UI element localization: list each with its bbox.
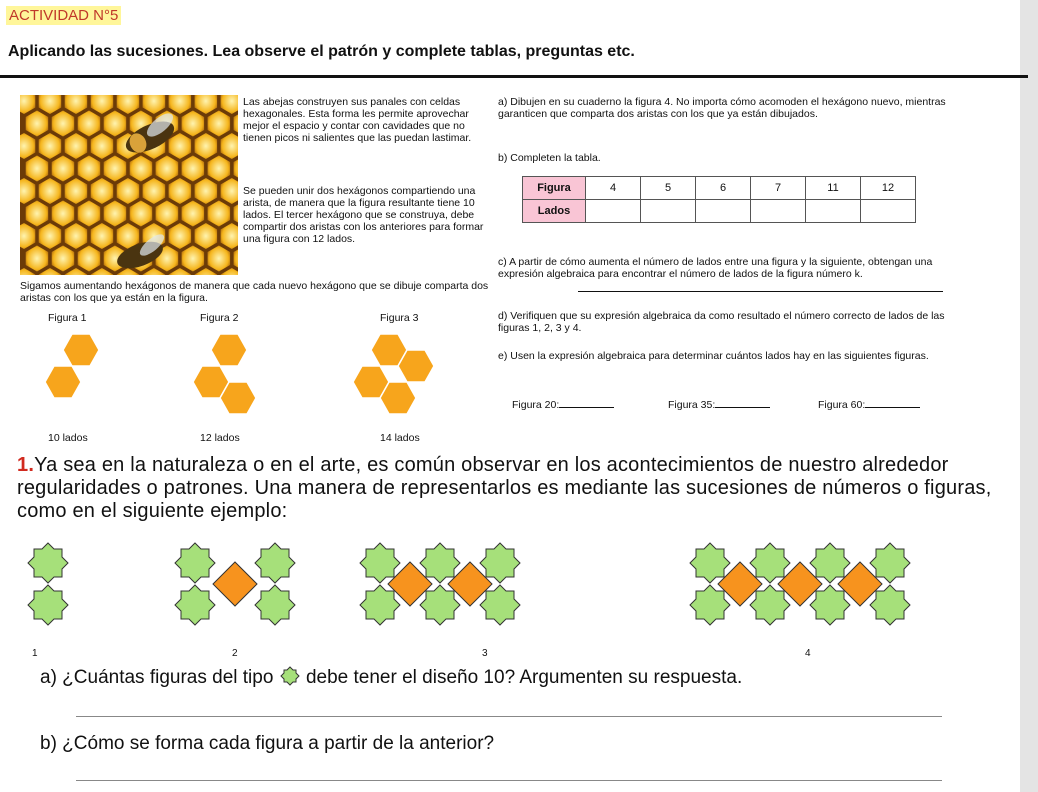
question-c: c) A partir de cómo aumenta el número de lados entre una figura y la siguiente, obtengan una expresión algebraica para encontrar el número de lados de la figura número k. (498, 256, 933, 280)
design-4 (690, 543, 910, 625)
figure-3-label: Figura 3 (380, 312, 419, 324)
question-1b: b) ¿Cómo se forma cada figura a partir de la anterior? (40, 733, 495, 754)
table-cell: 6 (696, 177, 751, 200)
figure-2-sides: 12 lados (200, 432, 240, 444)
question-a: a) Dibujen en su cuaderno la figura 4. No importa cómo acomoden el hexágono nuevo, mientras garanticen que comparta dos aristas con los que ya están dibujados. (498, 96, 946, 120)
hexagon-icon (45, 366, 81, 398)
table-cell: 11 (806, 177, 861, 200)
figure-1-sides: 10 lados (48, 432, 88, 444)
answer-line-20[interactable] (559, 398, 614, 408)
answer-line-1a[interactable] (76, 716, 942, 717)
design-3-number: 3 (482, 648, 488, 659)
answer-cell[interactable] (696, 200, 751, 223)
figure-60-prompt: Figura 60: (818, 398, 920, 411)
answer-line-c[interactable] (578, 291, 943, 292)
table-head-lados: Lados (523, 200, 586, 223)
answer-cell[interactable] (586, 200, 641, 223)
table-head-figura: Figura (523, 177, 586, 200)
question-d: d) Verifiquen que su expresión algebraica da como resultado el número correcto de lados de las figuras 1, 2, 3 y 4. (498, 310, 945, 334)
design-2 (175, 543, 295, 625)
honeycomb-bees-photo (20, 95, 238, 275)
bees-paragraph-2: Se pueden unir dos hexágonos compartiendo una arista, de manera que la figura resultante tiene 10 lados. El tercer hexágono que se construya, debe compartir dos aristas con los anteriores para formar una figura con 12 lados. (243, 185, 484, 245)
design-4-number: 4 (805, 648, 811, 659)
divider (0, 75, 1028, 78)
table-cell: 4 (586, 177, 641, 200)
design-1-number: 1 (32, 648, 38, 659)
answer-cell[interactable] (861, 200, 916, 223)
green-star-icon (279, 666, 301, 686)
pattern-designs (20, 535, 1020, 645)
bees-paragraph-1: Las abejas construyen sus panales con celdas hexagonales. Esta forma les permite aprovechar mejor el espacio y contar con cavidades que no tienen picos ni salientes que las puedan lastimar. (243, 96, 472, 144)
figure-3-sides: 14 lados (380, 432, 420, 444)
bees-continue-paragraph: Sigamos aumentando hexágonos de manera que cada nuevo hexágono que se dibuje comparta dos aristas con los que ya están en la figura. (20, 280, 489, 304)
figure-20-prompt: Figura 20: (512, 398, 614, 411)
hexagon-icon (63, 334, 99, 366)
figure-1-label: Figura 1 (48, 312, 87, 324)
answer-line-35[interactable] (715, 398, 770, 408)
answer-line-1b[interactable] (76, 780, 942, 781)
answer-cell[interactable] (641, 200, 696, 223)
section-1-paragraph: 1.Ya sea en la naturaleza o en el arte, es común observar en los acontecimientos de nuestro alrededor regularidades o patrones. Una manera de representarlos es mediante las sucesiones de números o figuras, como en el siguiente ejemplo: (17, 454, 992, 522)
design-3 (360, 543, 520, 625)
table-cell: 5 (641, 177, 696, 200)
question-1a: a) ¿Cuántas figuras del tipo debe tener el diseño 10? Argumenten su respuesta. (40, 667, 743, 688)
design-2-number: 2 (232, 648, 238, 659)
answer-cell[interactable] (806, 200, 861, 223)
figure-2-label: Figura 2 (200, 312, 239, 324)
table-cell: 7 (751, 177, 806, 200)
answer-line-60[interactable] (865, 398, 920, 408)
activity-title: ACTIVIDAD N°5 (6, 6, 121, 25)
scrollbar-track[interactable] (1020, 0, 1038, 792)
figure-35-prompt: Figura 35: (668, 398, 770, 411)
table-cell: 12 (861, 177, 916, 200)
question-b: b) Completen la tabla. (498, 152, 601, 164)
design-1 (28, 543, 68, 625)
hexagon-figures (20, 326, 490, 430)
sides-table (522, 176, 916, 223)
hexagon-icon (211, 334, 247, 366)
answer-cell[interactable] (751, 200, 806, 223)
question-e: e) Usen la expresión algebraica para determinar cuántos lados hay en las siguientes figuras. (498, 350, 929, 362)
instruction-text: Aplicando las sucesiones. Lea observe el patrón y complete tablas, preguntas etc. (8, 43, 635, 60)
